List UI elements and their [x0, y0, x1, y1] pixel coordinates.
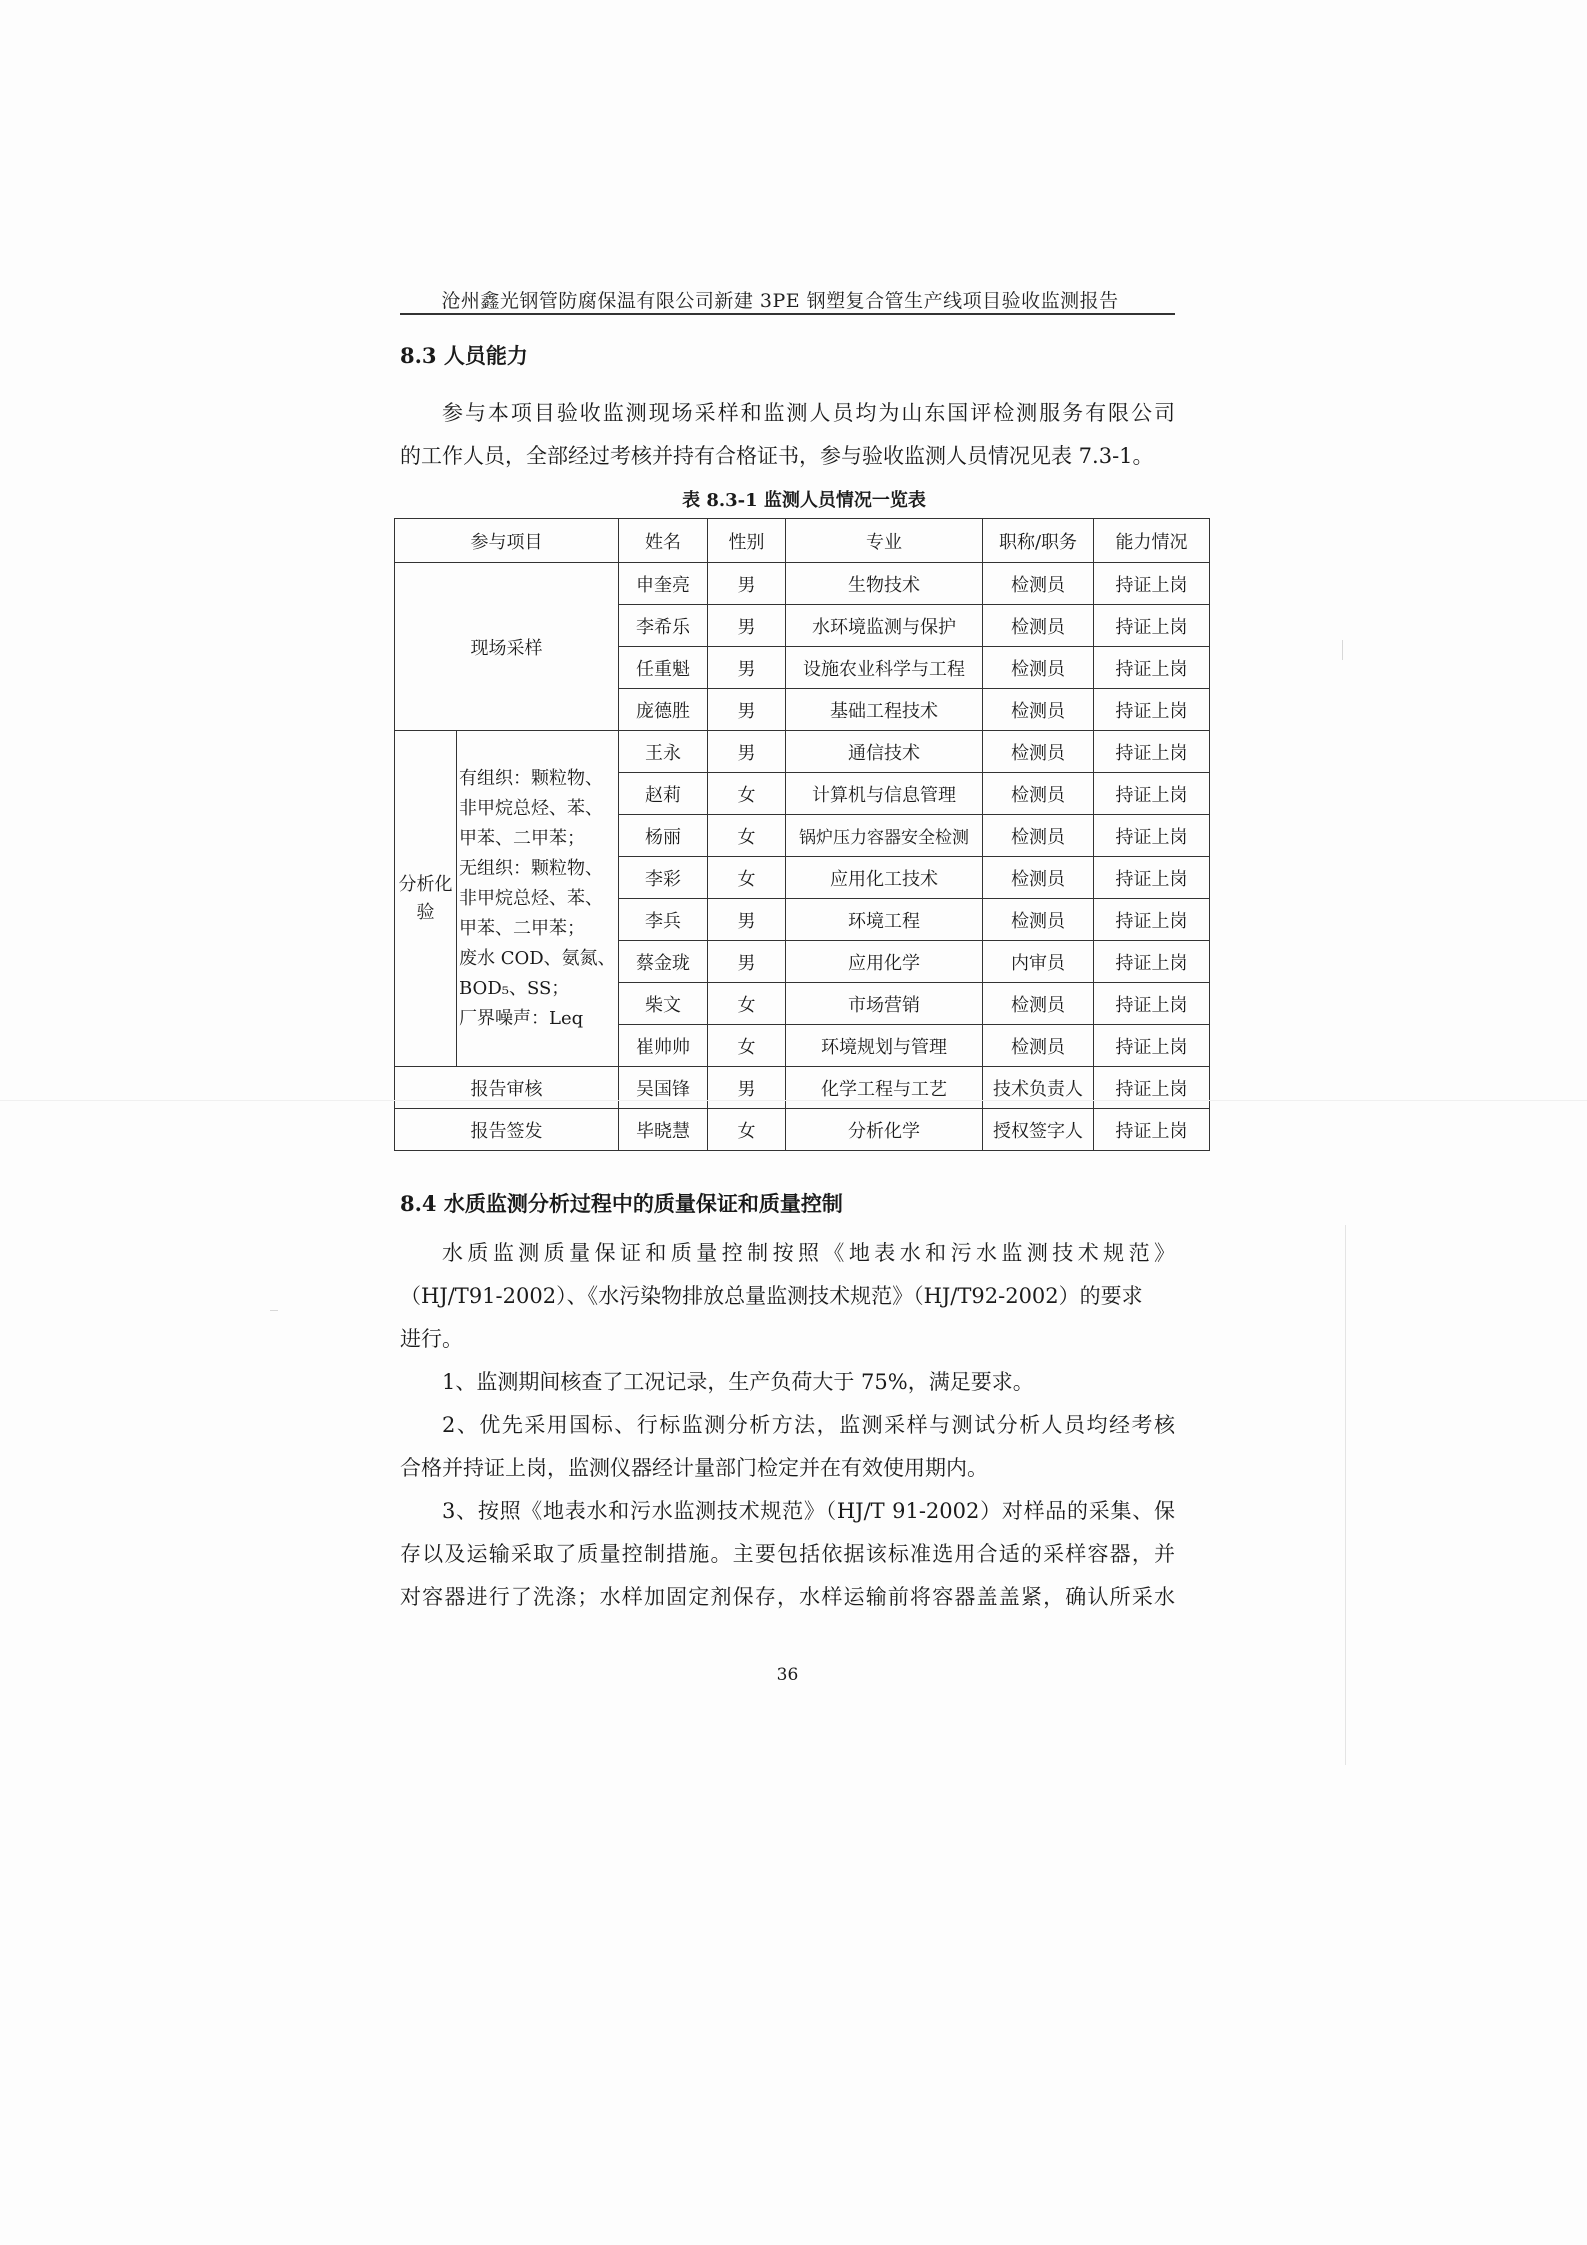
- cell-name: 毕晓慧: [619, 1109, 708, 1151]
- paragraph-line: 对容器进行了洗涤；水样加固定剂保存，水样运输前将容器盖盖紧，确认所采水: [400, 1585, 1175, 1609]
- group-report-review: 报告审核: [395, 1067, 619, 1109]
- cell-name: 蔡金珑: [619, 941, 708, 983]
- group-analysis: [395, 731, 457, 1067]
- table-row: [395, 731, 1210, 773]
- cell-gender: 男: [708, 563, 786, 605]
- cell-title: 检测员: [983, 605, 1094, 647]
- cell-title: 内审员: [983, 941, 1094, 983]
- page-number: 36: [776, 1665, 799, 1685]
- cell-name: 崔帅帅: [619, 1025, 708, 1067]
- group-analysis-line: 验: [416, 901, 435, 923]
- header-divider: [400, 313, 1175, 315]
- cell-ability: 持证上岗: [1094, 857, 1210, 899]
- cell-major: 环境规划与管理: [786, 1025, 983, 1067]
- cell-name: 申奎亮: [619, 563, 708, 605]
- cell-ability: 持证上岗: [1094, 731, 1210, 773]
- cell-name: 王永: [619, 731, 708, 773]
- report-header-title: 沧州鑫光钢管防腐保温有限公司新建 3PE 钢塑复合管生产线项目验收监测报告: [441, 290, 1119, 312]
- quality-item-3: [400, 1490, 1175, 1619]
- header-gender: 性别: [708, 519, 786, 563]
- condition-line: 甲苯、二甲苯；: [459, 827, 585, 849]
- paragraph-line: 2、优先采用国标、行标监测分析方法，监测采样与测试分析人员均经考核: [442, 1413, 1175, 1437]
- cell-major: 环境工程: [786, 899, 983, 941]
- cell-gender: 女: [708, 857, 786, 899]
- cell-title: 授权签字人: [983, 1109, 1094, 1151]
- cell-name: 李希乐: [619, 605, 708, 647]
- cell-title: 检测员: [983, 647, 1094, 689]
- condition-line: 废水 COD、氨氮、: [459, 947, 616, 969]
- header-title: 职称/职务: [983, 519, 1094, 563]
- cell-title: 检测员: [983, 815, 1094, 857]
- cell-major: 通信技术: [786, 731, 983, 773]
- cell-ability: 持证上岗: [1094, 1067, 1210, 1109]
- group-report-issue: 报告签发: [395, 1109, 619, 1151]
- cell-major: 水环境监测与保护: [786, 605, 983, 647]
- scan-artifact: [270, 1310, 278, 1311]
- cell-major: 生物技术: [786, 563, 983, 605]
- scan-artifact: [1342, 640, 1343, 660]
- cell-name: 赵莉: [619, 773, 708, 815]
- condition-line: 厂界噪声：Leq: [459, 1007, 584, 1029]
- cell-gender: 男: [708, 605, 786, 647]
- table-caption: 表 8.3-1 监测人员情况一览表: [682, 490, 926, 511]
- cell-name: 杨丽: [619, 815, 708, 857]
- cell-major: 市场营销: [786, 983, 983, 1025]
- header-major: 专业: [786, 519, 983, 563]
- cell-gender: 男: [708, 689, 786, 731]
- cell-ability: 持证上岗: [1094, 647, 1210, 689]
- cell-ability: 持证上岗: [1094, 1109, 1210, 1151]
- paragraph-line: 水质监测质量保证和质量控制按照《地表水和污水监测技术规范》: [442, 1241, 1175, 1265]
- header-ability: 能力情况: [1094, 519, 1210, 563]
- cell-title: 检测员: [983, 731, 1094, 773]
- cell-major: 计算机与信息管理: [786, 773, 983, 815]
- condition-line: 甲苯、二甲苯；: [459, 917, 585, 939]
- cell-ability: 持证上岗: [1094, 689, 1210, 731]
- table-row: [395, 563, 1210, 605]
- cell-ability: 持证上岗: [1094, 815, 1210, 857]
- scan-artifact: [0, 1100, 1587, 1101]
- cell-ability: 持证上岗: [1094, 983, 1210, 1025]
- cell-ability: 持证上岗: [1094, 605, 1210, 647]
- cell-major: 应用化工技术: [786, 857, 983, 899]
- header-name: 姓名: [619, 519, 708, 563]
- cell-gender: 男: [708, 899, 786, 941]
- header-project: 参与项目: [395, 519, 619, 563]
- paragraph-line: 存以及运输采取了质量控制措施。主要包括依据该标准选用合适的采样容器，并: [400, 1542, 1175, 1566]
- cell-gender: 女: [708, 1109, 786, 1151]
- cell-name: 吴国锋: [619, 1067, 708, 1109]
- quality-item-2: [400, 1404, 1175, 1490]
- cell-major: 分析化学: [786, 1109, 983, 1151]
- cell-major: 化学工程与工艺: [786, 1067, 983, 1109]
- paragraph-line: 合格并持证上岗，监测仪器经计量部门检定并在有效使用期内。: [400, 1456, 988, 1480]
- cell-ability: 持证上岗: [1094, 1025, 1210, 1067]
- cell-ability: 持证上岗: [1094, 773, 1210, 815]
- cell-title: 检测员: [983, 983, 1094, 1025]
- condition-line: 非甲烷总烃、苯、: [459, 797, 603, 819]
- section-heading-8-4: 8.4 水质监测分析过程中的质量保证和质量控制: [400, 1191, 843, 1216]
- section-8-4-intro: [400, 1232, 1175, 1361]
- cell-title: 检测员: [983, 899, 1094, 941]
- cell-name: 李彩: [619, 857, 708, 899]
- cell-ability: 持证上岗: [1094, 941, 1210, 983]
- paragraph-line: 1、监测期间核查了工况记录，生产负荷大于 75%，满足要求。: [442, 1370, 1034, 1394]
- cell-name: 柴文: [619, 983, 708, 1025]
- analysis-conditions: [457, 731, 619, 1067]
- cell-major: 锅炉压力容器安全检测: [786, 815, 983, 857]
- paragraph-line: 进行。: [400, 1327, 463, 1351]
- table-row: [395, 1067, 1210, 1109]
- cell-title: 检测员: [983, 1025, 1094, 1067]
- condition-line: 有组织：颗粒物、: [459, 767, 603, 789]
- cell-gender: 女: [708, 1025, 786, 1067]
- scan-artifact: [1345, 1225, 1346, 1765]
- quality-item-1: [400, 1361, 1175, 1404]
- cell-title: 检测员: [983, 857, 1094, 899]
- table-row: [395, 1109, 1210, 1151]
- cell-major: 基础工程技术: [786, 689, 983, 731]
- cell-gender: 男: [708, 647, 786, 689]
- cell-ability: 持证上岗: [1094, 563, 1210, 605]
- cell-gender: 男: [708, 1067, 786, 1109]
- condition-line: 非甲烷总烃、苯、: [459, 887, 603, 909]
- cell-gender: 男: [708, 731, 786, 773]
- staff-table: [394, 518, 1210, 1151]
- cell-gender: 女: [708, 983, 786, 1025]
- group-analysis-line: 分析化: [398, 873, 453, 895]
- cell-title: 技术负责人: [983, 1067, 1094, 1109]
- condition-line: 无组织：颗粒物、: [459, 857, 603, 879]
- cell-major: 应用化学: [786, 941, 983, 983]
- paragraph-line: 的工作人员，全部经过考核并持有合格证书，参与验收监测人员情况见表 7.3-1。: [400, 444, 1154, 468]
- paragraph-line: （HJ/T91-2002）、《水污染物排放总量监测技术规范》（HJ/T92-2002）的要求: [400, 1284, 1143, 1308]
- cell-name: 任重魁: [619, 647, 708, 689]
- cell-gender: 女: [708, 815, 786, 857]
- cell-gender: 男: [708, 941, 786, 983]
- paragraph-line: 参与本项目验收监测现场采样和监测人员均为山东国评检测服务有限公司: [442, 401, 1175, 425]
- cell-title: 检测员: [983, 773, 1094, 815]
- section-8-3-paragraph: [400, 392, 1175, 478]
- condition-line: BOD₅、SS；: [459, 977, 570, 999]
- cell-name: 庞德胜: [619, 689, 708, 731]
- section-heading-8-3: 8.3 人员能力: [400, 343, 528, 368]
- cell-gender: 女: [708, 773, 786, 815]
- cell-title: 检测员: [983, 689, 1094, 731]
- cell-major: 设施农业科学与工程: [786, 647, 983, 689]
- table-header-row: [395, 519, 1210, 563]
- cell-title: 检测员: [983, 563, 1094, 605]
- paragraph-line: 3、按照《地表水和污水监测技术规范》（HJ/T 91-2002）对样品的采集、保: [442, 1499, 1175, 1523]
- group-field-sampling: 现场采样: [395, 563, 619, 731]
- cell-ability: 持证上岗: [1094, 899, 1210, 941]
- cell-name: 李兵: [619, 899, 708, 941]
